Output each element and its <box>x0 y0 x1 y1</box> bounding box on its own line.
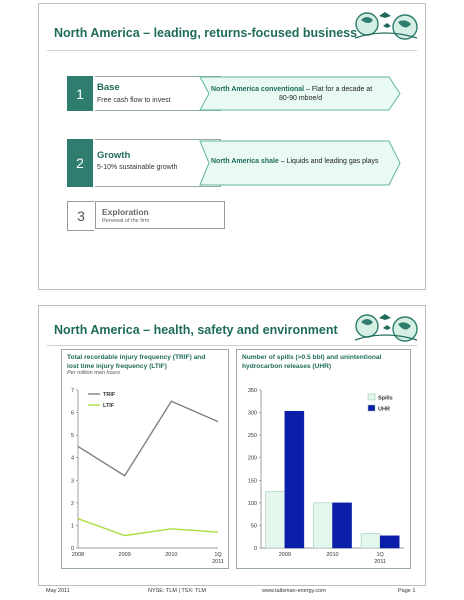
bar-uhr <box>285 411 304 548</box>
growth-heading: Growth <box>97 150 131 161</box>
legend-swatch-uhr <box>368 405 375 411</box>
base-heading: Base <box>97 82 120 93</box>
y-tick-label: 200 <box>247 455 257 462</box>
growth-subtext: 5-10% sustainable growth <box>97 164 178 171</box>
row-number-1: 1 <box>67 76 93 111</box>
y-tick-label: 2 <box>70 500 74 507</box>
series-line-ltif <box>78 519 218 536</box>
x-tick-label: 2008 <box>71 552 85 558</box>
x-tick-label: 2009 <box>278 552 291 558</box>
legend-label-uhr: UHR <box>378 406 390 413</box>
slide-1 <box>38 3 426 290</box>
row-number-2: 2 <box>67 139 93 187</box>
y-tick-label: 5 <box>70 433 74 440</box>
legend-label-trif: TRIF <box>103 392 116 398</box>
y-tick-label: 0 <box>253 546 257 552</box>
slide-2 <box>38 305 426 586</box>
y-tick-label: 250 <box>247 433 257 440</box>
title-divider <box>47 50 417 51</box>
injury-chart-subtitle: Per million man hours <box>67 370 121 376</box>
legend-label-spills: Spills <box>378 395 393 402</box>
x-tick-label: 2010 <box>165 552 178 558</box>
y-tick-label: 0 <box>70 546 74 552</box>
title-divider <box>47 345 417 346</box>
footer-page: Page 1 <box>398 588 416 594</box>
bar-uhr <box>333 503 352 548</box>
injury-frequency-panel <box>61 349 229 569</box>
base-detail-text: North America conventional – Flat for a decade at 80-90 mboe/d <box>211 86 373 103</box>
y-tick-label: 4 <box>70 455 74 462</box>
y-tick-label: 7 <box>70 388 74 394</box>
spills-bar-chart <box>237 350 410 568</box>
spills-panel <box>236 349 411 569</box>
growth-detail-arrow <box>199 140 401 186</box>
bar-spills <box>361 534 380 548</box>
x-tick-label: 1Q 2011 <box>212 552 224 565</box>
y-tick-label: 350 <box>247 388 257 394</box>
legend-swatch-spills <box>368 394 375 400</box>
bar-spills <box>313 503 332 548</box>
x-tick-label: 2010 <box>326 552 339 558</box>
y-tick-label: 150 <box>247 478 257 485</box>
series-line-trif <box>78 401 218 475</box>
injury-line-chart <box>62 350 228 568</box>
y-tick-label: 50 <box>250 523 257 530</box>
x-tick-label: 2009 <box>118 552 131 558</box>
base-detail-arrow <box>199 76 401 111</box>
company-logo-icon <box>353 310 419 350</box>
footer-date: May 2011 <box>46 588 70 594</box>
bar-uhr <box>380 536 399 548</box>
y-tick-label: 1 <box>70 523 74 530</box>
y-tick-label: 300 <box>247 410 257 417</box>
slide-title: North America – health, safety and environment <box>54 323 338 337</box>
x-tick-label: 1Q 2011 <box>374 552 387 565</box>
exploration-subtext: Renewal of the firm <box>102 218 150 224</box>
exploration-label-box <box>95 201 225 229</box>
bar-spills <box>266 492 285 548</box>
footer-url: www.talisman-energy.com <box>262 588 326 594</box>
y-tick-label: 3 <box>70 478 74 485</box>
y-tick-label: 100 <box>247 500 257 507</box>
row-number-3: 3 <box>67 201 94 231</box>
slide-title: North America – leading, returns-focused business <box>54 26 358 40</box>
base-subtext: Free cash flow to invest <box>97 97 171 104</box>
injury-chart-title: Total recordable injury frequency (TRIF) and lost time injury frequency (LTIF) <box>67 354 206 370</box>
y-tick-label: 6 <box>70 410 74 417</box>
legend-label-ltif: LTIF <box>103 403 115 409</box>
company-logo-icon <box>353 8 419 48</box>
growth-detail-text: North America shale – Liquids and leading gas plays <box>211 158 379 165</box>
footer-ticker: NYSE: TLM | TSX: TLM <box>148 588 206 594</box>
spills-chart-title: Number of spills (>0.5 bbl) and unintentional hydrocarbon releases (UHR) <box>242 354 382 370</box>
exploration-heading: Exploration <box>102 207 149 217</box>
